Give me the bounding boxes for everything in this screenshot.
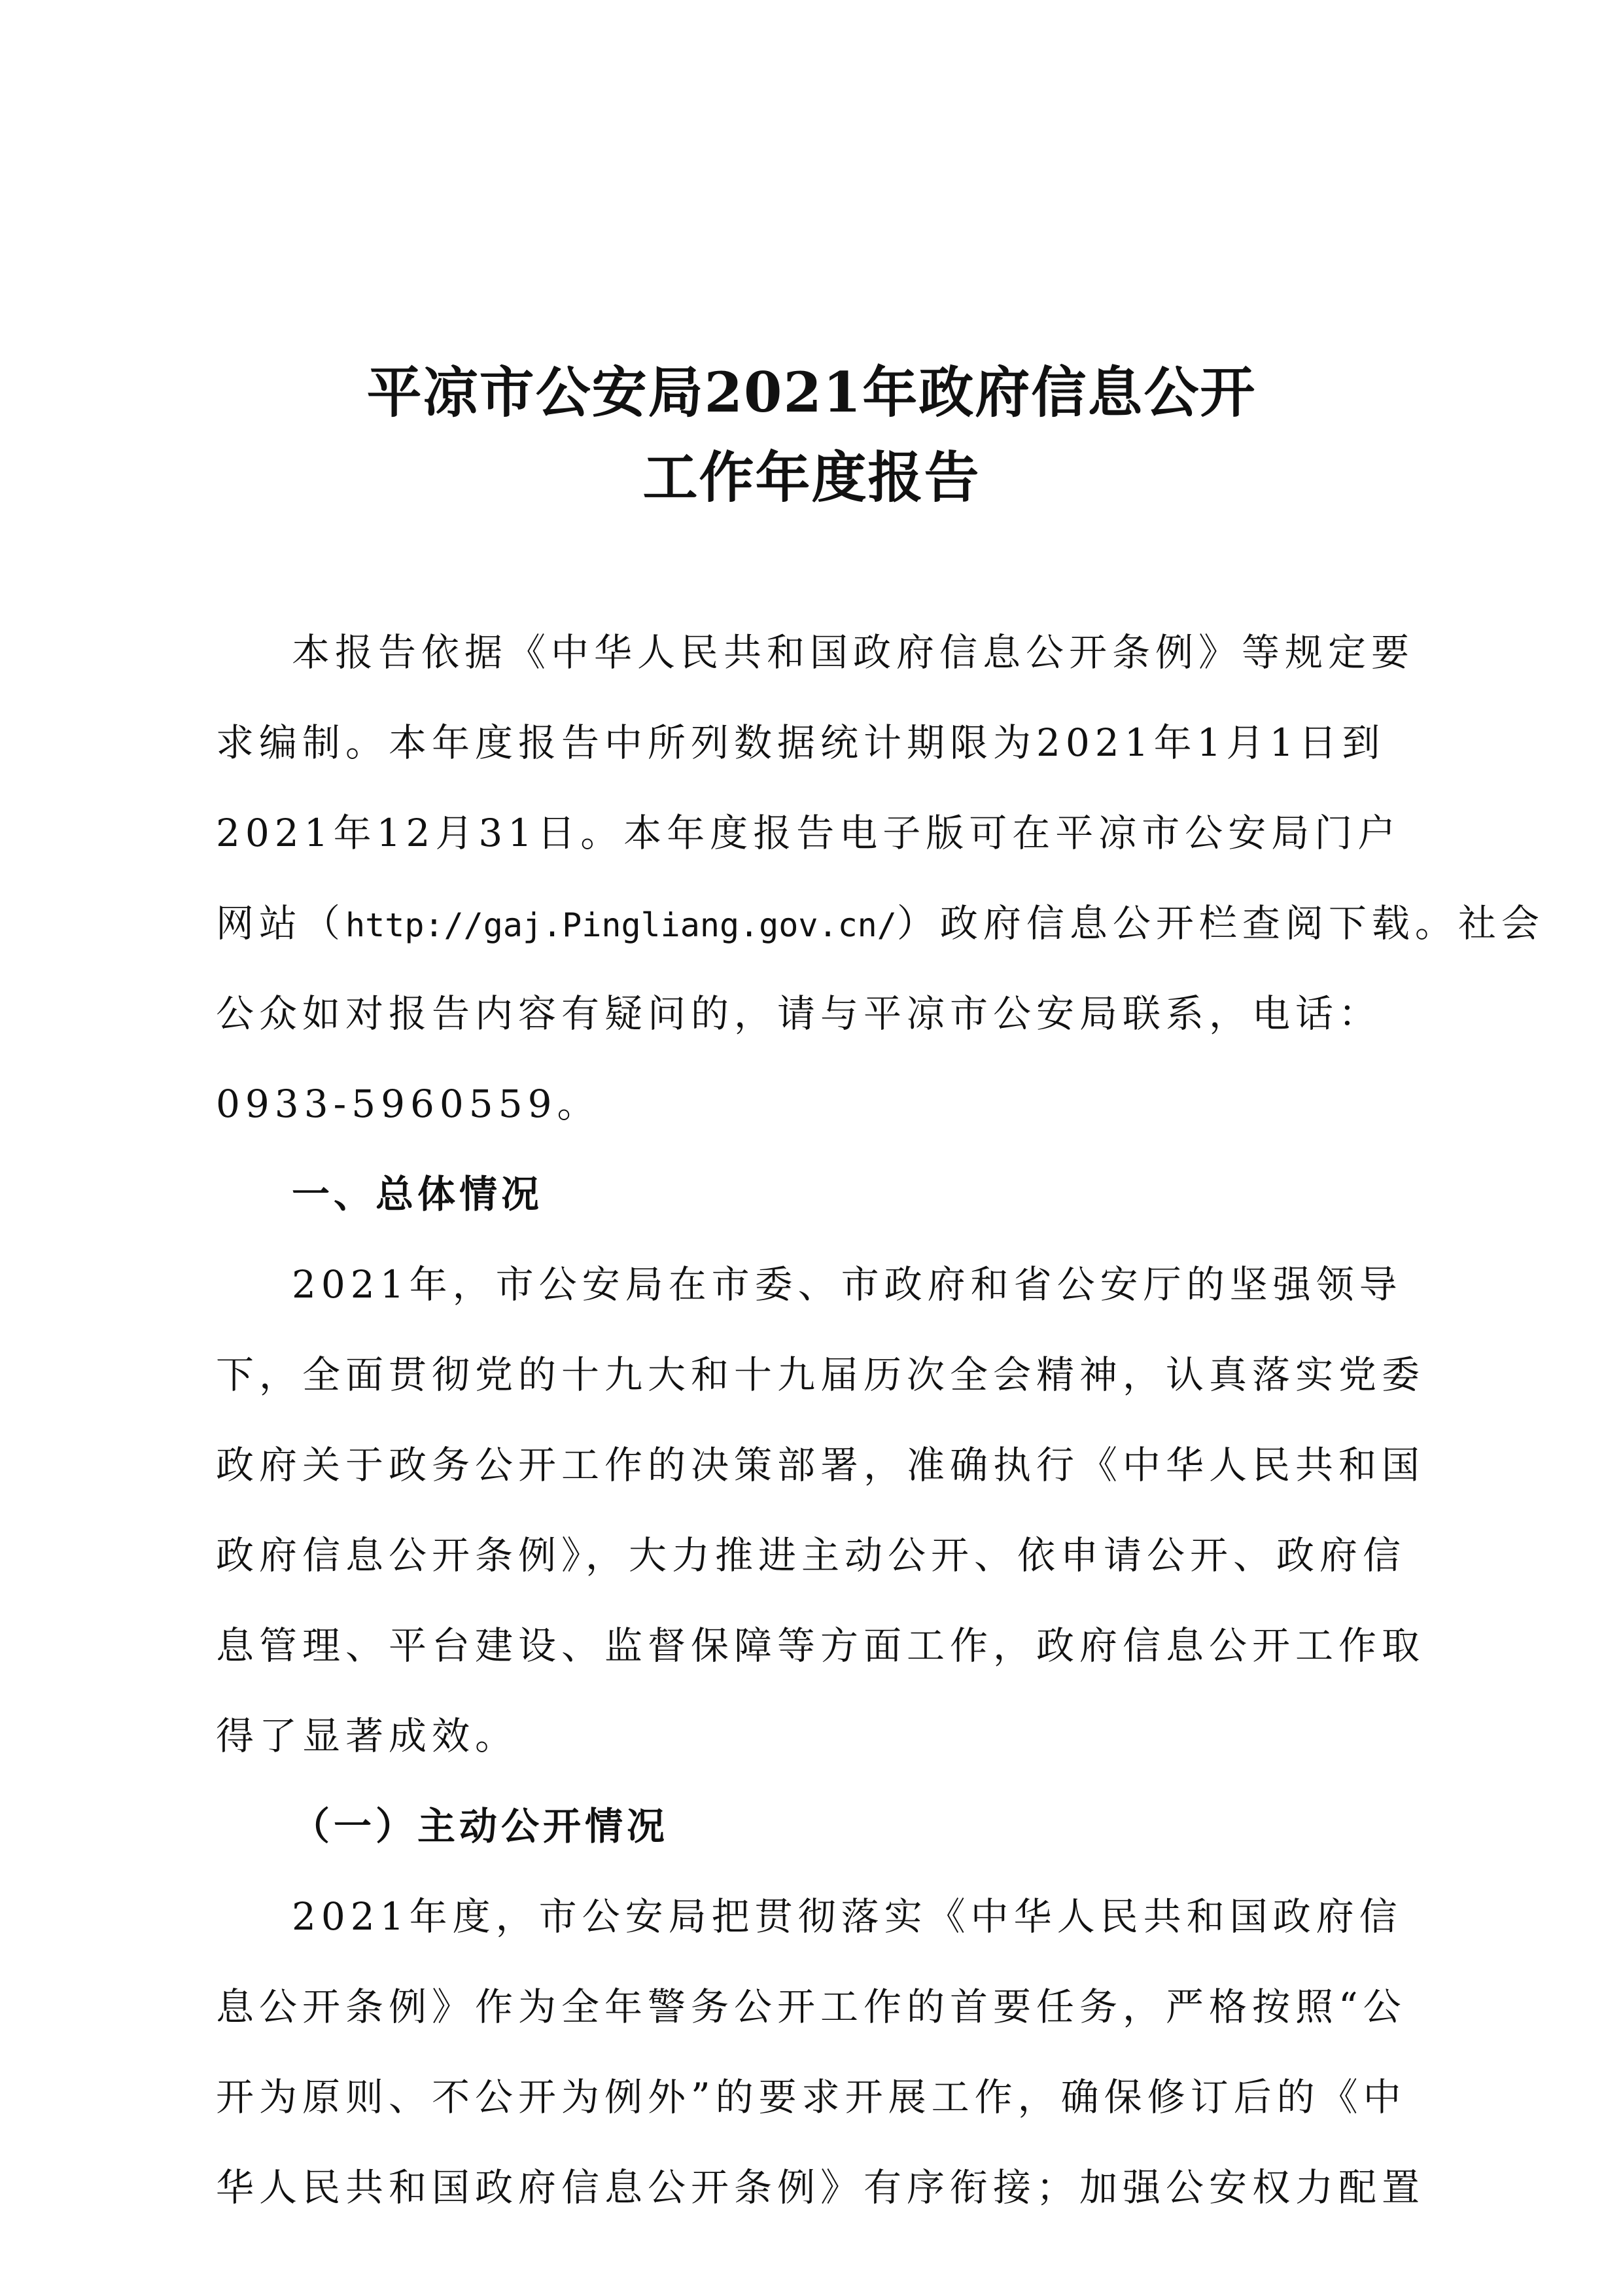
website-url: http://gaj.Pingliang.gov.cn/ [345,906,897,944]
active-disclosure-line: 开为原则、不公开为例外”的要求开展工作，确保修订后的《中 [216,2075,1406,2119]
overview-paragraph [216,1239,1425,1781]
overview-line: 息管理、平台建设、监督保障等方面工作，政府信息公开工作取 [216,1623,1425,1668]
intro-line: 公众如对报告内容有疑问的，请与平凉市公安局联系，电话： [216,991,1382,1036]
overview-line: 2021年，市公安局在市委、市政府和省公安厅的坚强领导 [292,1262,1403,1307]
subsection-heading-active-disclosure: （一）主动公开情况 [292,1804,669,1848]
active-disclosure-line: 2021年度，市公安局把贯彻落实《中华人民共和国政府信 [292,1894,1403,1939]
report-body [216,607,1544,2233]
intro-line: 2021年12月31日。本年度报告电子版可在平凉市公安局门户 [216,811,1401,855]
intro-line-with-url [216,878,1544,968]
active-disclosure-paragraph [216,1871,1425,2233]
active-disclosure-line: 息公开条例》作为全年警务公开工作的首要任务，严格按照“公 [216,1985,1406,2029]
report-title-line-1: 平凉市公安局2021年政府信息公开 [366,360,1257,425]
active-disclosure-line: 华人民共和国政府信息公开条例》有序衔接；加强公安权力配置 [216,2165,1425,2210]
overview-line: 政府信息公开条例》，大力推进主动公开、依申请公开、政府信 [216,1533,1406,1578]
overview-line: 下，全面贯彻党的十九大和十九届历次全会精神，认真落实党委 [216,1352,1425,1397]
section-heading-overview: 一、总体情况 [292,1172,544,1216]
intro-text: 网站（ [216,901,346,945]
overview-line: 得了显著成效。 [216,1714,519,1758]
intro-line: 求编制。本年度报告中所列数据统计期限为2021年1月1日到 [216,720,1386,765]
contact-phone: 0933-5960559。 [216,1082,601,1126]
intro-paragraph [216,607,1544,1149]
intro-line: 本报告依据《中华人民共和国政府信息公开条例》等规定要 [292,630,1415,675]
report-title-line-2: 工作年度报告 [642,445,981,510]
intro-text: ）政府信息公开栏查阅下载。社会 [896,901,1544,945]
overview-line: 政府关于政务公开工作的决策部署，准确执行《中华人民共和国 [216,1443,1425,1487]
